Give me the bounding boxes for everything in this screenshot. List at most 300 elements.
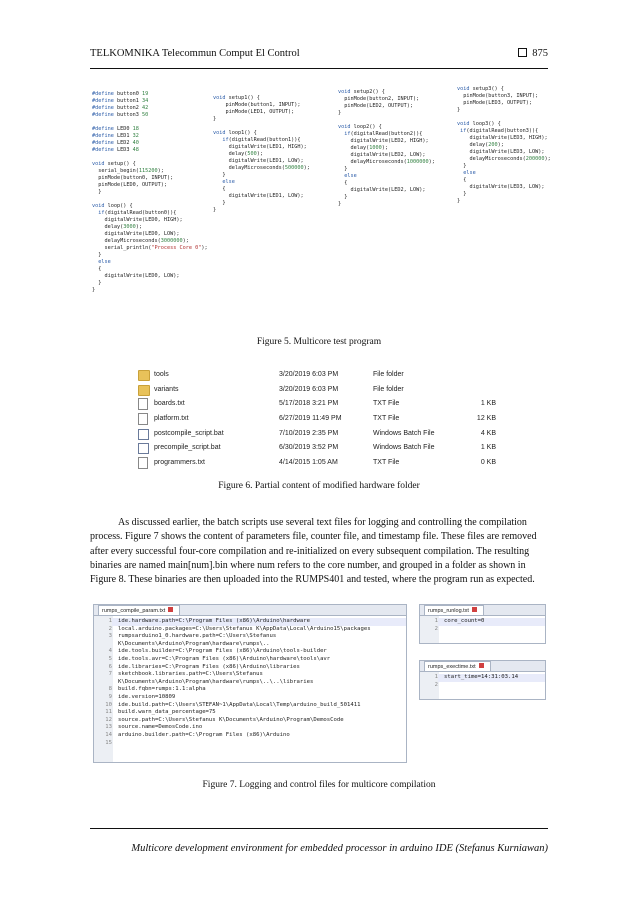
code-token: digitalWrite(LED3, HIGH); [457,135,548,141]
code-token: digitalWrite(LED1, HIGH); [213,144,307,150]
code-token: else [222,179,235,185]
code-line [457,86,551,93]
code-token: digitalWrite(LED3, LOW); [457,184,545,190]
code-token: ); [381,145,388,151]
figure-6-caption: Figure 6. Partial content of modified hardware folder [218,481,420,491]
code-token: delay( [338,145,370,151]
code-line [92,175,208,182]
file-size: 1 KB [480,444,496,452]
code-token: 34 [142,98,149,104]
code-token: { [457,177,467,183]
exectime-file-window [419,660,546,700]
editor-line[interactable] [94,671,406,679]
code-token: } [338,110,342,116]
editor-line[interactable] [94,717,406,725]
page-number-block [518,48,548,59]
code-line [213,186,310,193]
code-line [92,189,208,196]
file-row[interactable] [138,427,498,442]
line-text: K\Documents\Arduino\Program\hardware\rumps\.. [118,640,270,647]
file-date: 3/20/2019 6:03 PM [279,371,339,378]
file-type: TXT File [373,400,400,408]
code-line [457,93,551,100]
line-number: 14 [94,732,112,740]
file-size: 12 KB [476,415,496,423]
editor-line[interactable] [94,724,406,732]
code-token: #define [92,112,117,118]
code-token: pinMode(button2, INPUT); [338,96,420,102]
code-line [92,154,208,161]
code-token: #define [92,133,117,139]
code-token: void [92,203,108,209]
code-token: #define [92,98,117,104]
code-token: "Process Core 0" [151,245,202,251]
paragraph-line: after every successful four-core compilation and re-initialized on every subsequent compilation. The resulting [90,545,530,557]
code-token: void [92,161,108,167]
code-token: delay( [92,224,124,230]
close-icon[interactable] [168,607,173,612]
code-token: button2 [117,105,142,111]
folder-icon [138,385,150,396]
code-line [92,147,208,154]
file-type: File folder [373,385,404,393]
code-token: } [457,163,467,169]
file-name: postcompile_script.bat [154,429,224,437]
file-row[interactable] [138,456,498,471]
line-number: 2 [94,626,112,634]
code-line [338,131,435,138]
editor-line[interactable] [94,679,406,687]
file-name: platform.txt [154,415,189,423]
code-token: ); [201,245,208,251]
code-line [92,287,208,294]
body-paragraph [90,516,548,587]
code-token: } [213,172,226,178]
code-token: delayMicroseconds( [92,238,161,244]
code-token: delayMicroseconds( [338,159,407,165]
code-token: 115200 [138,168,158,174]
code-line [457,114,551,121]
code-token: 19 [142,91,149,97]
code-line [92,140,208,147]
code-line [338,201,435,208]
code-token: loop2() { [353,124,382,130]
code-token: 40 [132,140,139,146]
code-token: 500000 [284,165,304,171]
line-number: 15 [94,740,112,748]
code-line [92,203,208,210]
code-line [92,231,208,238]
line-text: source.name=DemosCode.ino [118,724,203,731]
code-token: ); [497,142,504,148]
line-number: 5 [94,656,112,664]
code-line [338,166,435,173]
batch-file-icon [138,443,149,454]
code-line [213,109,310,116]
code-line [92,105,208,112]
code-token: button3 [117,112,142,118]
code-token: #define [92,126,117,132]
line-number: 2 [420,682,438,690]
code-line [213,123,310,130]
code-token: } [92,252,102,258]
code-line [92,182,208,189]
code-token: void [457,121,473,127]
file-row[interactable] [138,412,498,427]
editor-line[interactable] [94,694,406,702]
code-token: } [213,200,226,206]
code-token: } [338,194,348,200]
code-token: digitalWrite(LED3, LOW); [457,149,545,155]
editor-line[interactable] [94,618,406,626]
code-line [92,126,208,133]
editor-line[interactable] [420,618,545,626]
code-token: 42 [142,105,149,111]
code-line [213,165,310,172]
code-line [92,98,208,105]
line-text: ide.tools.builder=C:\Program Files (x86)\Arduino\tools-builder [118,648,327,655]
code-line [213,130,310,137]
code-token: { [92,266,102,272]
line-number: 1 [420,674,438,682]
code-token: digitalWrite(LED2, HIGH); [338,138,429,144]
tab-runlog-file[interactable] [420,605,545,616]
code-token [213,179,222,185]
text-file-icon [138,413,148,425]
line-number: 4 [94,648,112,656]
code-token: void [213,95,229,101]
code-token: ); [428,159,435,165]
code-token: } [457,107,461,113]
code-token: } [213,116,217,122]
code-line [92,252,208,259]
editor-line[interactable] [94,648,406,656]
code-line [213,151,310,158]
line-text: build.fqbn=rumps:1.1:alpha [118,686,206,693]
editor-line[interactable] [94,702,406,710]
line-text: core_count=0 [444,618,485,624]
code-line [338,173,435,180]
code-line [92,119,208,126]
code-token: #define [92,147,117,153]
editor-line[interactable] [94,709,406,717]
code-line [213,207,310,214]
journal-name: TELKOMNIKA Telecommun Comput El Control [90,48,300,59]
code-token: (digitalRead(button2)){ [350,131,423,137]
code-token: setup1() { [228,95,260,101]
code-token: void [457,86,473,92]
code-token: setup() { [107,161,136,167]
code-line [92,168,208,175]
file-row[interactable] [138,441,498,456]
file-date: 5/17/2018 3:21 PM [279,400,339,408]
file-row[interactable] [138,368,498,383]
page-number: 875 [532,48,548,59]
code-line [338,89,435,96]
code-line [92,266,208,273]
file-type: File folder [373,371,404,378]
code-line [213,179,310,186]
code-token: pinMode(button3, INPUT); [457,93,539,99]
editor-line[interactable] [94,732,406,740]
code-token: digitalWrite(LED2, LOW); [338,152,426,158]
running-header [90,48,548,66]
code-token: ); [544,156,551,162]
code-line [338,117,435,124]
code-line [338,180,435,187]
code-line [92,210,208,217]
code-token: digitalWrite(LED0, LOW); [92,231,180,237]
line-number: 3 [94,633,112,641]
line-text: ide.build.path=C:\Users\STEFAN~1\AppData\Local\Temp\arduino_build_501411 [118,701,361,708]
editor-line[interactable] [94,641,406,649]
code-token: 32 [132,133,139,139]
code-line [457,135,551,142]
line-text: source.path=C:\Users\Stefanus K\Documents\Arduino\Program\DemosCode [118,716,344,723]
code-line [92,133,208,140]
code-token: LED0 [117,126,133,132]
code-token: else [344,173,357,179]
code-token: (digitalRead(button1)){ [228,137,301,143]
close-icon[interactable] [479,663,484,668]
file-name: boards.txt [154,400,185,408]
code-token: button0 [117,91,142,97]
code-token: else [98,259,111,265]
line-text: arduino.builder.path=C:\Program Files (x86)\Arduino [118,731,290,738]
code-line [92,238,208,245]
line-text: ide.tools.avr=C:\Program Files (x86)\Arduino\hardware\tools\avr [118,655,331,662]
code-token: } [92,280,102,286]
code-token: } [92,189,102,195]
code-token: delayMicroseconds( [213,165,285,171]
code-token: serial_begin( [92,168,139,174]
code-line [457,184,551,191]
close-icon[interactable] [472,607,477,612]
editor-line[interactable] [94,740,406,748]
editor-line[interactable] [420,682,545,690]
code-line [92,280,208,287]
file-name: tools [154,371,169,378]
param-file-window [93,604,407,763]
line-text: rumpsarduino1_0.hardware.path=C:\Users\Stefanus [118,633,277,640]
paragraph-line: process. Figure 7 shows the content of parameters file, counter file, and timestamp file. These files are removed [90,531,537,543]
file-row[interactable] [138,383,498,398]
file-type: TXT File [373,459,400,467]
line-number: 6 [94,664,112,672]
code-line [92,112,208,119]
code-line [457,149,551,156]
code-token: digitalWrite(LED0, HIGH); [92,217,183,223]
editor-line[interactable] [94,664,406,672]
line-text: ide.version=10809 [118,693,176,700]
code-token: serial_println( [92,245,152,251]
code-token: } [92,287,96,293]
code-token: 500 [247,151,257,157]
line-text: ide.hardware.path=C:\Program Files (x86)\Arduino\hardware [118,618,310,624]
code-line [457,156,551,163]
code-token: if [344,131,351,137]
code-line [213,102,310,109]
tab-exectime-file[interactable] [420,661,545,672]
file-name: precompile_script.bat [154,444,221,452]
code-line [213,200,310,207]
code-line [457,121,551,128]
header-rule [90,68,548,69]
file-type: Windows Batch File [373,444,435,452]
code-line [213,158,310,165]
line-text: sketchbook.libraries.path=C:\Users\Stefanus [118,671,263,678]
editor-line[interactable] [94,686,406,694]
code-token: { [213,186,226,192]
code-token: loop3() { [472,121,501,127]
code-block-core3 [457,86,551,205]
paragraph-line: binaries are named main[num].bin where num refers to the core number, and grouped in a folder as shown in [90,559,526,571]
code-token: } [338,166,348,172]
code-token: pinMode(LED3, OUTPUT); [457,100,532,106]
tab-label: rumps_exectime.txt [428,664,476,670]
code-line [457,177,551,184]
file-type: TXT File [373,415,400,423]
line-number: 7 [94,671,112,679]
code-line [338,103,435,110]
code-line [457,198,551,205]
line-number: 12 [94,717,112,725]
code-token: 1000000 [406,159,429,165]
code-line [92,259,208,266]
code-token: (digitalRead(button0)){ [104,210,177,216]
code-token: ); [303,165,310,171]
code-token: delay( [213,151,248,157]
code-line [213,137,310,144]
editor-line[interactable] [94,633,406,641]
code-token: { [338,180,348,186]
line-number: 9 [94,694,112,702]
code-token: if [98,210,105,216]
code-token: button1 [117,98,142,104]
line-text: build.warn_data_percentage=75 [118,709,216,716]
code-token: LED2 [117,140,133,146]
code-block-core1 [213,95,310,214]
code-line [213,193,310,200]
code-token: void [338,124,354,130]
code-token: #define [92,140,117,146]
code-token: if [222,137,229,143]
code-line [92,91,208,98]
code-token: digitalWrite(LED1, LOW); [213,158,304,164]
line-number: 13 [94,724,112,732]
code-token: else [463,170,476,176]
code-line [92,196,208,203]
code-line [213,95,310,102]
code-token: digitalWrite(LED1, LOW); [213,193,304,199]
editor-line[interactable] [420,674,545,682]
code-line [92,161,208,168]
code-line [457,128,551,135]
line-number: 1 [94,618,112,626]
paragraph-line: As discussed earlier, the batch scripts use several text files for logging and controlling the compilation [118,517,527,528]
line-text: ide.libraries=C:\Program Files (x86)\Arduino\libraries [118,663,300,670]
code-token [213,137,222,143]
file-date: 3/20/2019 6:03 PM [279,385,339,393]
tab-label: rumps_compile_param.txt [102,608,166,614]
line-number: 1 [420,618,438,626]
code-token: #define [92,105,117,111]
code-token: ); [182,238,189,244]
code-token: setup3() { [472,86,504,92]
code-line [338,152,435,159]
running-footer: Multicore development environment for embedded processor in arduino IDE (Stefanus Kurniawan) [131,843,548,854]
code-token: delayMicroseconds( [457,156,526,162]
code-line [338,96,435,103]
code-line [338,194,435,201]
line-number: 11 [94,709,112,717]
editor-line[interactable] [420,626,545,634]
line-number: 2 [420,626,438,634]
code-token: LED3 [117,147,133,153]
line-text: start_time=14:31:03.14 [444,674,519,680]
code-line [457,142,551,149]
file-name: variants [154,385,179,393]
file-row[interactable] [138,397,498,412]
code-token: } [338,201,342,207]
square-box-icon [518,48,527,57]
footer-rule [90,828,548,829]
code-line [457,163,551,170]
code-token: loop() { [107,203,133,209]
code-block-core2 [338,89,435,208]
line-text: local.arduino.packages=C:\Users\Stefanus K\AppData\Local\Arduino15\packages [118,625,371,632]
tab-label: rumps_runlog.txt [428,608,469,614]
code-token: 50 [142,112,149,118]
folder-icon [138,370,150,381]
code-token: if [460,128,467,134]
editor-line[interactable] [94,656,406,664]
code-token: pinMode(LED2, OUTPUT); [338,103,413,109]
code-line [338,110,435,117]
code-token: digitalWrite(LED0, LOW); [92,273,180,279]
code-token: } [457,191,467,197]
code-token: ); [157,168,164,174]
code-token: #define [92,91,117,97]
code-token: pinMode(button0, INPUT); [92,175,174,181]
file-date: 7/10/2019 2:35 PM [279,429,339,437]
editor-line[interactable] [94,626,406,634]
code-line [338,145,435,152]
code-token: 18 [132,126,139,132]
batch-file-icon [138,429,149,440]
code-block-core0 [92,91,208,294]
line-number: 10 [94,702,112,710]
code-line [92,217,208,224]
file-list [138,368,498,471]
file-size: 1 KB [480,400,496,408]
code-line [338,187,435,194]
code-line [338,124,435,131]
tab-param-file[interactable] [94,605,406,616]
file-date: 6/30/2019 3:52 PM [279,444,339,452]
code-token: } [457,198,461,204]
code-token: } [213,207,217,213]
code-token: void [213,130,229,136]
code-line [213,144,310,151]
code-line [92,245,208,252]
code-token: loop1() { [228,130,257,136]
text-file-icon [138,398,148,410]
runlog-file-window [419,604,546,644]
code-line [457,191,551,198]
paragraph-line: Figure 8. These binaries are then uploaded into the RUMPS401 and tested, where the program run as expected. [90,574,535,586]
code-token: void [338,89,354,95]
